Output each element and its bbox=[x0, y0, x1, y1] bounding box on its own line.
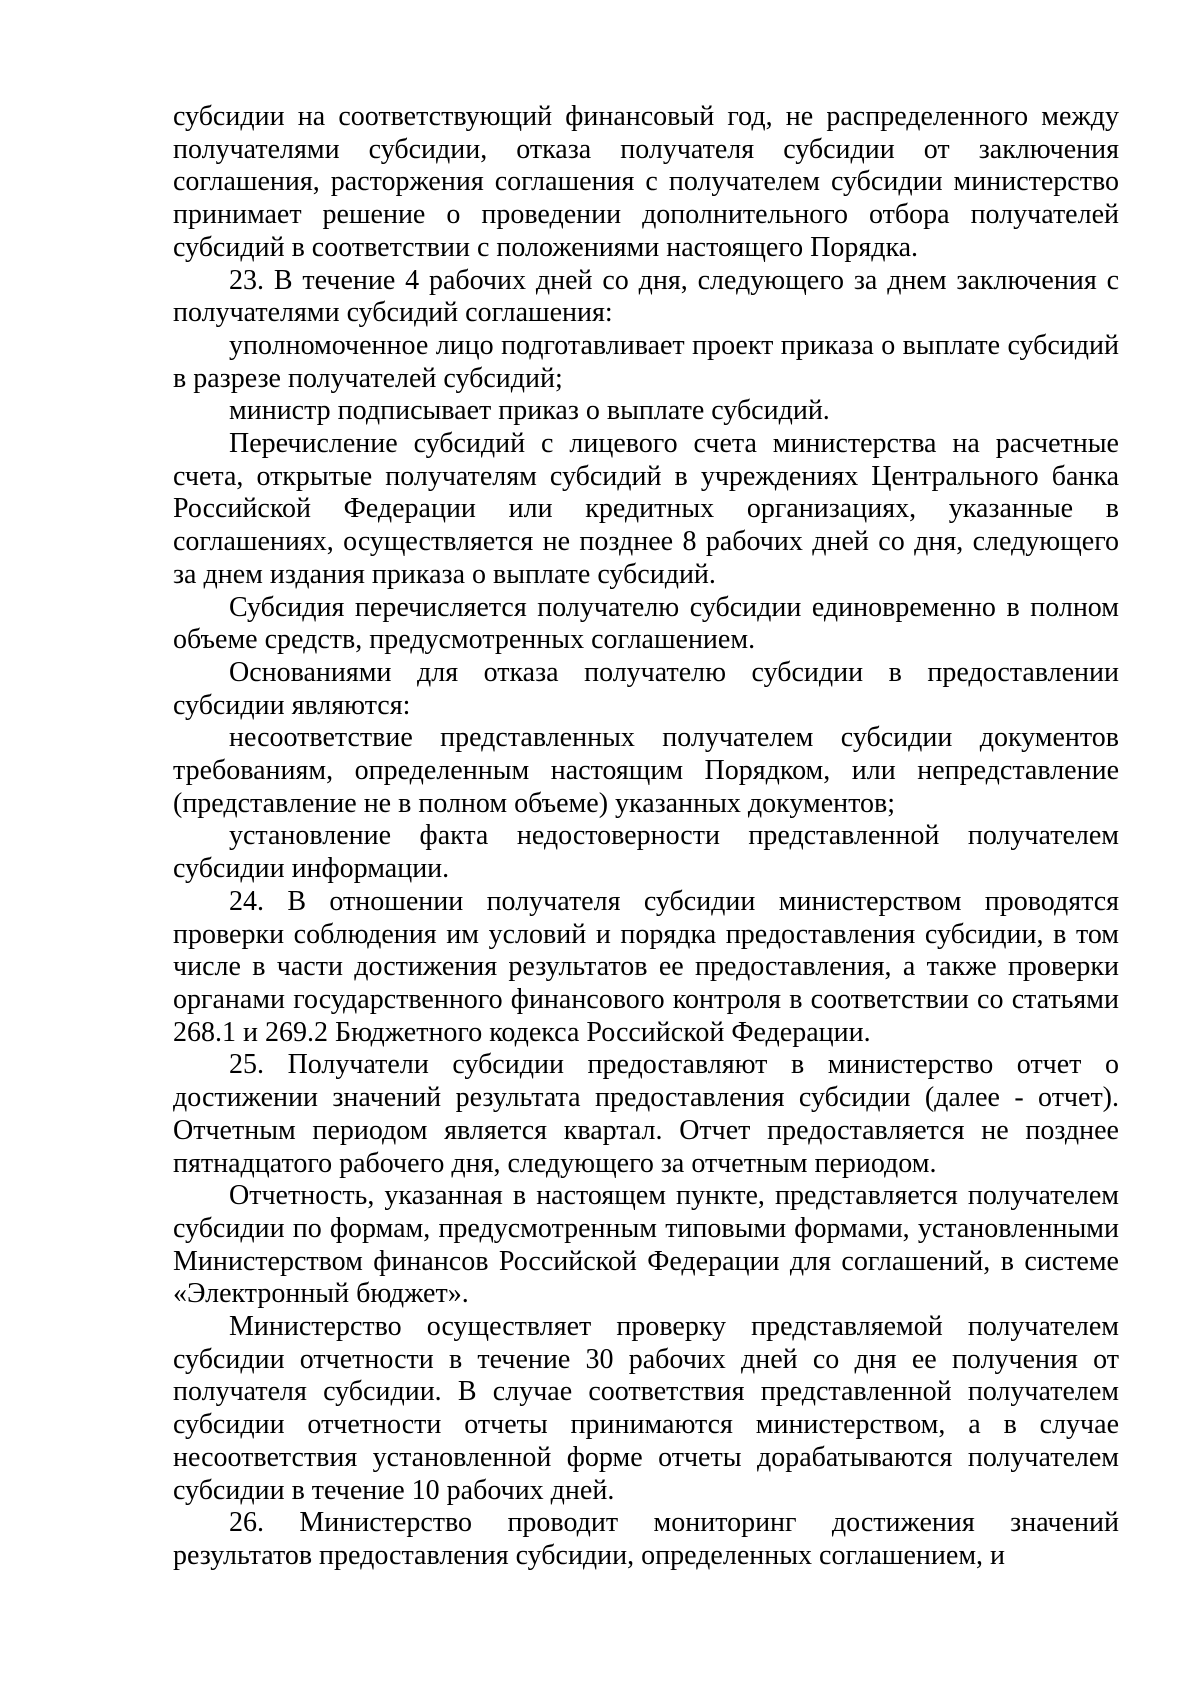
paragraph-item-24: 24. В отношении получателя субсидии министерством проводятся проверки соблюдения им условий и порядка предоставления субсидии, в том числе в части достижения результатов ее предоставления, а также проверки органами государственного финансового контроля в соответствии со статьями 268.1 и 269.2 Бюджетного кодекса Российской Федерации. bbox=[173, 885, 1119, 1048]
paragraph-continuation: субсидии на соответствующий финансовый год, не распределенного между получателями субсидии, отказа получателя субсидии от заключения соглашения, расторжения соглашения с получателем субсидии министерство принимает решение о проведении дополнительного отбора получателей субсидий в соответствии с положениями настоящего Порядка. bbox=[173, 101, 1119, 263]
paragraph-item-25: 25. Получатели субсидии предоставляют в министерство отчет о достижении значений результата предоставления субсидии (далее - отчет). Отчетным периодом является квартал. Отчет предоставляется не позднее пятнадцатого рабочего дня, следующего за отчетным периодом. bbox=[173, 1049, 1119, 1179]
paragraph-item-23-sub-1: уполномоченное лицо подготавливает проект приказа о выплате субсидий в разрезе получателей субсидий; bbox=[173, 329, 1119, 394]
paragraph-reporting-forms: Отчетность, указанная в настоящем пункте, представляется получателем субсидии по формам, предусмотренным типовыми формами, установленными Министерством финансов Российской Федерации для соглашений, в системе «Электронный бюджет». bbox=[173, 1180, 1119, 1310]
paragraph-item-23-sub-2: министр подписывает приказ о выплате субсидий. bbox=[229, 395, 830, 427]
paragraph-refusal-ground-1: несоответствие представленных получателем субсидии документов требованиям, определенным настоящим Порядком, или непредставление (представление не в полном объеме) указанных документов; bbox=[173, 722, 1119, 819]
paragraph-transfer: Перечисление субсидий с лицевого счета министерства на расчетные счета, открытые получателям субсидий в учреждениях Центрального банка Российской Федерации или кредитных организациях, указанные в соглашениях, осуществляется не позднее 8 рабочих дней со дня, следующего за днем издания приказа о выплате субсидий. bbox=[173, 428, 1119, 590]
paragraph-lump-sum: Субсидия перечисляется получателю субсидии единовременно в полном объеме средств, предусмотренных соглашением. bbox=[173, 591, 1119, 656]
document-page bbox=[173, 101, 1119, 1573]
paragraph-item-26: 26. Министерство проводит мониторинг достижения значений результатов предоставления субсидии, определенных соглашением, и bbox=[173, 1507, 1119, 1571]
paragraph-refusal-grounds: Основаниями для отказа получателю субсидии в предоставлении субсидии являются: bbox=[173, 656, 1119, 721]
paragraph-refusal-ground-2: установление факта недостоверности представленной получателем субсидии информации. bbox=[173, 820, 1119, 885]
paragraph-report-check: Министерство осуществляет проверку представляемой получателем субсидии отчетности в течение 30 рабочих дней со дня ее получения от получателя субсидии. В случае соответствия представленной получателем субсидии отчетности отчеты принимаются министерством, а в случае несоответствия установленной форме отчеты дорабатываются получателем субсидии в течение 10 рабочих дней. bbox=[173, 1311, 1119, 1506]
paragraph-item-23: 23. В течение 4 рабочих дней со дня, следующего за днем заключения с получателями субсидий соглашения: bbox=[173, 264, 1119, 329]
